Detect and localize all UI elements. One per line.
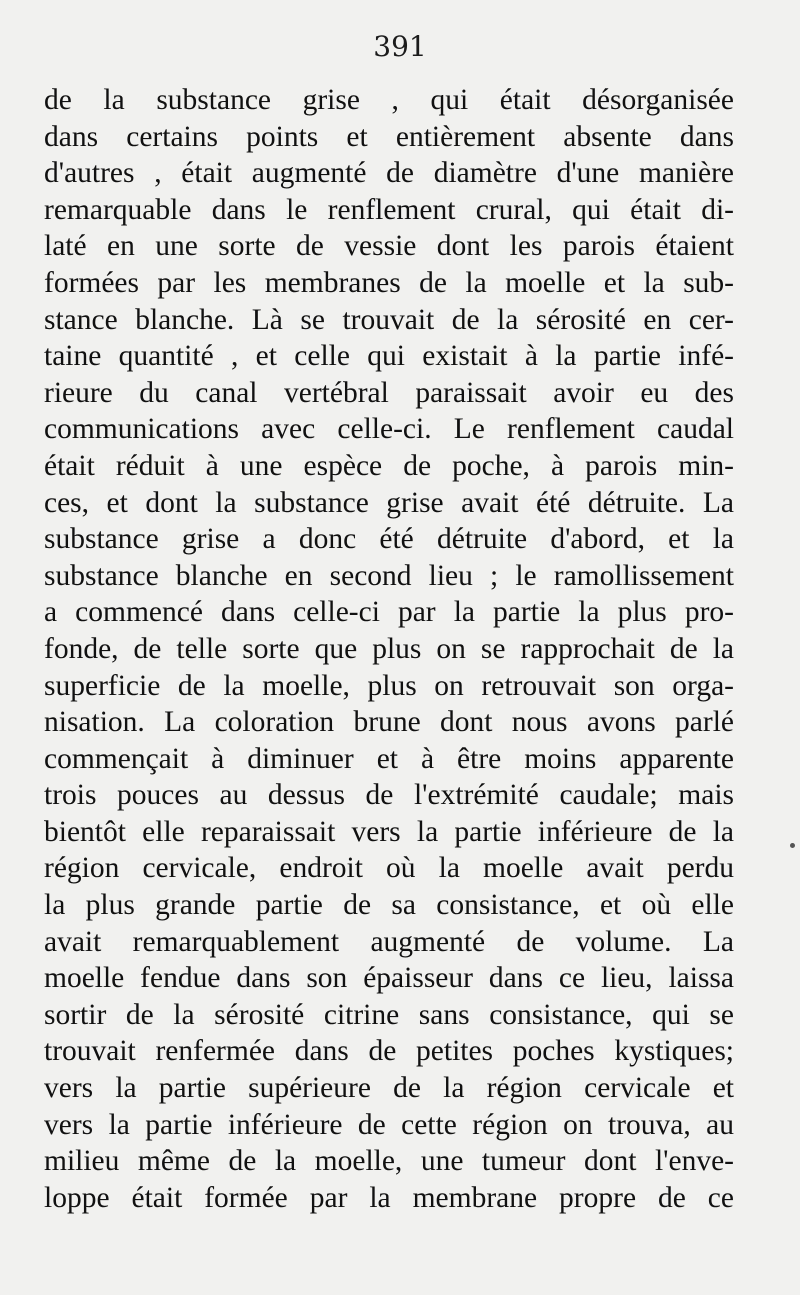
text-line: dans certains points et entièrement absente dans	[44, 120, 734, 153]
text-line: était réduit à une espèce de poche, à parois min-	[44, 449, 734, 482]
text-line: ces, et dont la substance grise avait été détruite. La	[44, 486, 734, 519]
text-line: avait remarquablement augmenté de volume. La	[44, 925, 734, 958]
text-line: région cervicale, endroit où la moelle avait perdu	[44, 852, 734, 885]
text-line: nisation. La coloration brune dont nous avons parlé	[44, 706, 734, 739]
text-line: a commencé dans celle-ci par la partie la plus pro-	[44, 596, 734, 629]
text-line: trouvait renfermée dans de petites poches kystiques;	[44, 1035, 734, 1068]
text-line: taine quantité , et celle qui existait à la partie infé-	[44, 340, 734, 373]
text-line: superficie de la moelle, plus on retrouvait son orga-	[44, 669, 734, 702]
text-line: milieu même de la moelle, une tumeur dont l'enve-	[44, 1145, 734, 1178]
text-line: de la substance grise , qui était désorganisée	[44, 84, 734, 116]
text-line: substance grise a donc été détruite d'abord, et la	[44, 523, 734, 556]
text-line: substance blanche en second lieu ; le ramollissement	[44, 559, 734, 592]
page-number: 391	[373, 30, 427, 63]
scan-speck	[790, 843, 795, 848]
text-line: la plus grande partie de sa consistance, et où elle	[44, 889, 734, 922]
text-line: trois pouces au dessus de l'extrémité caudale; mais	[44, 779, 734, 812]
text-line: d'autres , était augmenté de diamètre d'une manière	[44, 157, 734, 190]
text-line: rieure du canal vertébral paraissait avoir eu des	[44, 376, 734, 409]
text-line: moelle fendue dans son épaisseur dans ce lieu, laissa	[44, 962, 734, 995]
text-line: laté en une sorte de vessie dont les parois étaient	[44, 230, 734, 263]
text-line: vers la partie inférieure de cette région on trouva, au	[44, 1108, 734, 1141]
text-line: remarquable dans le renflement crural, qui était di-	[44, 193, 734, 226]
text-line: sortir de la sérosité citrine sans consistance, qui se	[44, 998, 734, 1031]
text-line: formées par les membranes de la moelle et la sub-	[44, 266, 734, 299]
text-line: commençait à diminuer et à être moins apparente	[44, 742, 734, 775]
text-line: fonde, de telle sorte que plus on se rapprochait de la	[44, 632, 734, 665]
body-text	[44, 82, 734, 1216]
text-line: bientôt elle reparaissait vers la partie inférieure de la	[44, 815, 734, 848]
text-line: loppe était formée par la membrane propre de ce	[44, 1181, 734, 1214]
text-line: vers la partie supérieure de la région cervicale et	[44, 1072, 734, 1105]
text-line: communications avec celle-ci. Le renflement caudal	[44, 413, 734, 446]
text-line: stance blanche. Là se trouvait de la sérosité en cer-	[44, 303, 734, 336]
